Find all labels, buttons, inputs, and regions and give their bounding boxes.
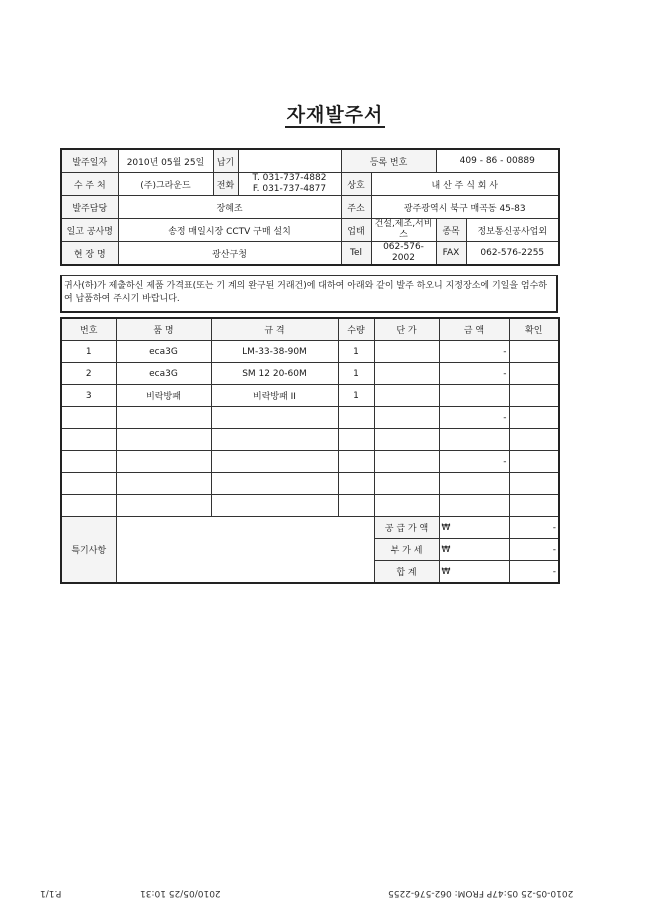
receiver-value: (주)그라운드 xyxy=(118,173,213,196)
cell-qty xyxy=(338,429,374,451)
cell-no xyxy=(61,495,116,517)
cell-name xyxy=(116,495,211,517)
order-date-value: 2010년 05월 25일 xyxy=(118,149,213,173)
manager-label: 발주담당 xyxy=(61,196,118,219)
cell-unit-price xyxy=(374,451,439,473)
document-title: 자재발주서 xyxy=(286,104,384,126)
cell-confirm xyxy=(509,341,559,363)
cell-name: eca3G xyxy=(116,363,211,385)
order-date-label: 발주일자 xyxy=(61,149,118,173)
cell-qty: 1 xyxy=(338,363,374,385)
cell-unit-price xyxy=(374,363,439,385)
items-header-row xyxy=(61,318,559,341)
cell-spec xyxy=(211,451,338,473)
items-table xyxy=(60,317,560,584)
site-value: 광산구청 xyxy=(118,242,341,266)
table-row xyxy=(61,363,559,385)
cell-no xyxy=(61,429,116,451)
cell-confirm xyxy=(509,407,559,429)
cell-spec: LM-33-38-90M xyxy=(211,341,338,363)
order-notice: 귀사(하)가 제출하신 제품 가격표(또는 기 계의 완구된 거래건)에 대하여 아래와 같이 발주 하오니 지정장소에 기일을 엄수하여 납품하여 주시기 바랍니다. xyxy=(60,275,558,313)
cell-spec: 비락방패 II xyxy=(211,385,338,407)
cell-no xyxy=(61,451,116,473)
delivery-label: 납기 xyxy=(213,149,238,173)
biz-no-label: 등록 번호 xyxy=(341,149,436,173)
fax-number-value: 062-576-2255 xyxy=(466,242,559,266)
total-label: 합 계 xyxy=(374,561,439,584)
vat-value: - xyxy=(509,539,559,561)
table-row xyxy=(61,407,559,429)
col-amount: 금 액 xyxy=(439,318,509,341)
cell-confirm xyxy=(509,473,559,495)
cell-confirm xyxy=(509,385,559,407)
address-value: 광주광역시 북구 매곡동 45-83 xyxy=(371,196,559,219)
phone-fax-value xyxy=(238,173,341,196)
cell-spec xyxy=(211,495,338,517)
cell-confirm xyxy=(509,495,559,517)
table-row xyxy=(61,473,559,495)
cell-no xyxy=(61,473,116,495)
company-label: 상호 xyxy=(341,173,371,196)
cell-no: 1 xyxy=(61,341,116,363)
item-value: 정보통신공사업외 xyxy=(466,219,559,242)
cell-amount xyxy=(439,473,509,495)
remarks-value xyxy=(116,517,374,584)
cell-spec xyxy=(211,473,338,495)
supply-currency: ₩ xyxy=(439,517,509,539)
remarks-label: 특기사항 xyxy=(61,517,116,584)
cell-unit-price xyxy=(374,341,439,363)
cell-name xyxy=(116,451,211,473)
cell-amount: - xyxy=(439,407,509,429)
cell-name xyxy=(116,429,211,451)
cell-amount: - xyxy=(439,363,509,385)
item-label: 종목 xyxy=(436,219,466,242)
site-label: 현 장 명 xyxy=(61,242,118,266)
fax-footer-header: 2010-05-25 05:47P FROM: 062-576-2255 xyxy=(388,888,574,898)
cell-qty: 1 xyxy=(338,385,374,407)
cell-name: eca3G xyxy=(116,341,211,363)
cell-confirm xyxy=(509,429,559,451)
fax-footer-time: 2010/05/25 10:31 xyxy=(140,888,221,898)
phone-label: 전화 xyxy=(213,173,238,196)
cell-amount: - xyxy=(439,341,509,363)
cell-name: 비락방패 xyxy=(116,385,211,407)
cell-spec xyxy=(211,429,338,451)
order-info-table xyxy=(60,148,560,266)
business-value: 건설,제조,서비스 xyxy=(371,219,436,242)
company-value: 내 산 주 식 회 사 xyxy=(371,173,559,196)
biz-no-value: 409 - 86 - 00889 xyxy=(436,149,559,173)
col-qty: 수량 xyxy=(338,318,374,341)
cell-qty xyxy=(338,407,374,429)
table-row xyxy=(61,341,559,363)
table-row xyxy=(61,429,559,451)
cell-unit-price xyxy=(374,429,439,451)
address-label: 주소 xyxy=(341,196,371,219)
cell-qty xyxy=(338,451,374,473)
project-label: 일고 공사명 xyxy=(61,219,118,242)
cell-unit-price xyxy=(374,473,439,495)
col-spec: 규 격 xyxy=(211,318,338,341)
cell-amount xyxy=(439,495,509,517)
table-row xyxy=(61,385,559,407)
cell-unit-price xyxy=(374,495,439,517)
manager-value: 장혜조 xyxy=(118,196,341,219)
cell-spec: SM 12 20-60M xyxy=(211,363,338,385)
supply-label: 공 급 가 액 xyxy=(374,517,439,539)
table-row xyxy=(61,451,559,473)
total-value: - xyxy=(509,561,559,584)
fax-value: F. 031-737-4877 xyxy=(252,184,327,194)
delivery-value xyxy=(238,149,341,173)
cell-qty xyxy=(338,473,374,495)
cell-name xyxy=(116,473,211,495)
project-value: 송정 매일시장 CCTV 구매 설치 xyxy=(118,219,341,242)
cell-no xyxy=(61,407,116,429)
business-label: 업태 xyxy=(341,219,371,242)
supply-value: - xyxy=(509,517,559,539)
cell-no: 3 xyxy=(61,385,116,407)
cell-unit-price xyxy=(374,407,439,429)
tel-value: 062-576-2002 xyxy=(371,242,436,266)
cell-spec xyxy=(211,407,338,429)
cell-confirm xyxy=(509,451,559,473)
total-currency: ₩ xyxy=(439,561,509,584)
cell-confirm xyxy=(509,363,559,385)
tel-label: Tel xyxy=(341,242,371,266)
vat-currency: ₩ xyxy=(439,539,509,561)
receiver-label: 수 주 처 xyxy=(61,173,118,196)
col-confirm: 확인 xyxy=(509,318,559,341)
cell-amount xyxy=(439,429,509,451)
vat-label: 부 가 세 xyxy=(374,539,439,561)
cell-amount: - xyxy=(439,451,509,473)
supply-row xyxy=(61,517,559,539)
cell-unit-price xyxy=(374,385,439,407)
table-row xyxy=(61,495,559,517)
col-no: 번호 xyxy=(61,318,116,341)
phone-value: T. 031-737-4882 xyxy=(252,173,327,183)
cell-qty xyxy=(338,495,374,517)
cell-name xyxy=(116,407,211,429)
col-name: 품 명 xyxy=(116,318,211,341)
cell-qty: 1 xyxy=(338,341,374,363)
fax-footer-page: P.1/1 xyxy=(40,888,62,898)
cell-amount xyxy=(439,385,509,407)
fax-label: FAX xyxy=(436,242,466,266)
col-unit-price: 단 가 xyxy=(374,318,439,341)
cell-no: 2 xyxy=(61,363,116,385)
